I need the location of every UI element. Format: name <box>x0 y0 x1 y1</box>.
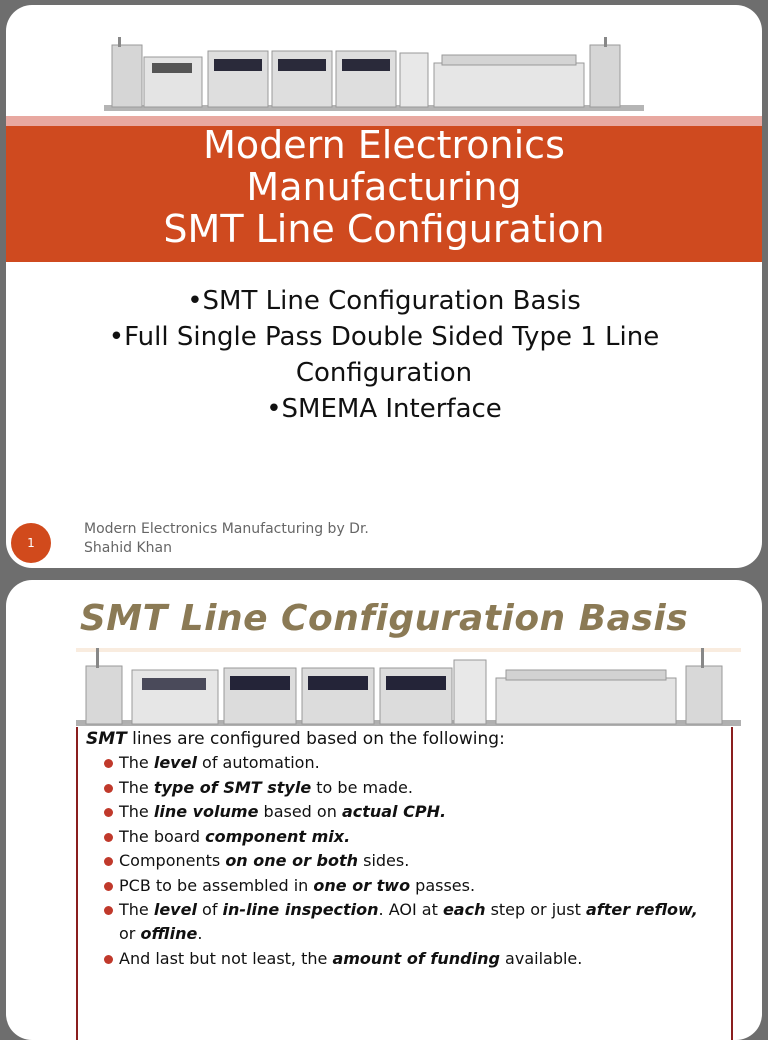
bullet-dot-icon <box>104 906 113 915</box>
emphasis-text: after reflow, <box>586 900 698 919</box>
lead-text <box>86 727 505 751</box>
bullet-text: of <box>196 900 223 919</box>
emphasis-text: actual CPH. <box>341 802 447 821</box>
subtitle-line: •Full Single Pass Double Sided Type 1 Line <box>108 322 660 352</box>
list-item <box>102 776 702 800</box>
emphasis-text: offline <box>140 924 198 943</box>
lead-rest: lines are configured based on the following: <box>126 729 505 749</box>
emphasis-text: component mix. <box>205 826 351 846</box>
content-box <box>76 727 733 1040</box>
emphasis-text: amount of funding <box>332 948 500 968</box>
slide-title <box>6 124 762 250</box>
bullet-text: based on <box>258 802 342 821</box>
list-item <box>102 898 702 946</box>
emphasis-text: in-line inspection <box>222 900 379 919</box>
list-item <box>102 825 702 849</box>
bullet-text: The <box>119 900 154 919</box>
bullet-dot-icon <box>104 759 113 768</box>
bullet-text: . AOI at <box>378 900 443 919</box>
list-item <box>102 874 702 898</box>
list-item <box>102 947 702 971</box>
slide-1 <box>6 5 762 568</box>
bullet-text: Components <box>119 851 226 870</box>
bullet-text: And last but not least, the <box>119 948 333 968</box>
emphasis-text: level <box>153 753 197 772</box>
smt-line-illustration-top <box>104 33 644 115</box>
bullet-list <box>102 751 702 971</box>
list-item <box>102 751 702 775</box>
bullet-dot-icon <box>104 808 113 817</box>
bullet-text: The <box>119 777 154 797</box>
bullet-text: or <box>119 924 141 943</box>
emphasis-text: on one or both <box>225 851 359 870</box>
bullet-text: The <box>119 802 154 821</box>
bullet-text: The <box>119 753 154 772</box>
bullet-dot-icon <box>104 857 113 866</box>
bullet-text: The board <box>119 826 206 846</box>
smt-line-illustration <box>76 638 741 728</box>
bullet-text: passes. <box>410 875 476 895</box>
bullet-text: to be made. <box>311 777 413 797</box>
bullet-text: of automation. <box>196 753 320 772</box>
list-item <box>102 800 702 824</box>
bullet-dot-icon <box>104 955 113 964</box>
title-line-3: SMT Line Configuration <box>163 207 605 251</box>
subtitle-line: Configuration <box>295 358 473 388</box>
bullet-text: PCB to be assembled in <box>119 875 314 895</box>
bullet-text: available. <box>499 948 583 968</box>
title-line-2: Manufacturing <box>246 165 522 209</box>
emphasis-text: one or two <box>313 875 411 895</box>
emphasis-text: type of SMT style <box>153 777 312 797</box>
bullet-text: sides. <box>358 851 410 870</box>
subtitle-line: •SMEMA Interface <box>266 394 502 424</box>
bullet-text: step or just <box>485 900 586 919</box>
bullet-dot-icon <box>104 833 113 842</box>
subtitle-list <box>26 283 742 427</box>
slide-2 <box>6 580 762 1040</box>
emphasis-text: level <box>153 900 197 919</box>
list-item <box>102 849 702 873</box>
subtitle-line: •SMT Line Configuration Basis <box>187 286 581 316</box>
bullet-dot-icon <box>104 882 113 891</box>
title-band <box>6 116 762 262</box>
bullet-text: . <box>197 924 203 943</box>
slide-title: SMT Line Configuration Basis <box>79 598 689 639</box>
bullet-dot-icon <box>104 784 113 793</box>
slide-number-badge: 1 <box>11 523 51 563</box>
title-line-1: Modern Electronics <box>203 123 565 167</box>
emphasis-text: line volume <box>153 802 259 821</box>
emphasis-text: each <box>442 900 486 919</box>
footer-text: Modern Electronics Manufacturing by Dr. Shahid Khan <box>84 521 369 556</box>
lead-bold: SMT <box>86 729 127 749</box>
